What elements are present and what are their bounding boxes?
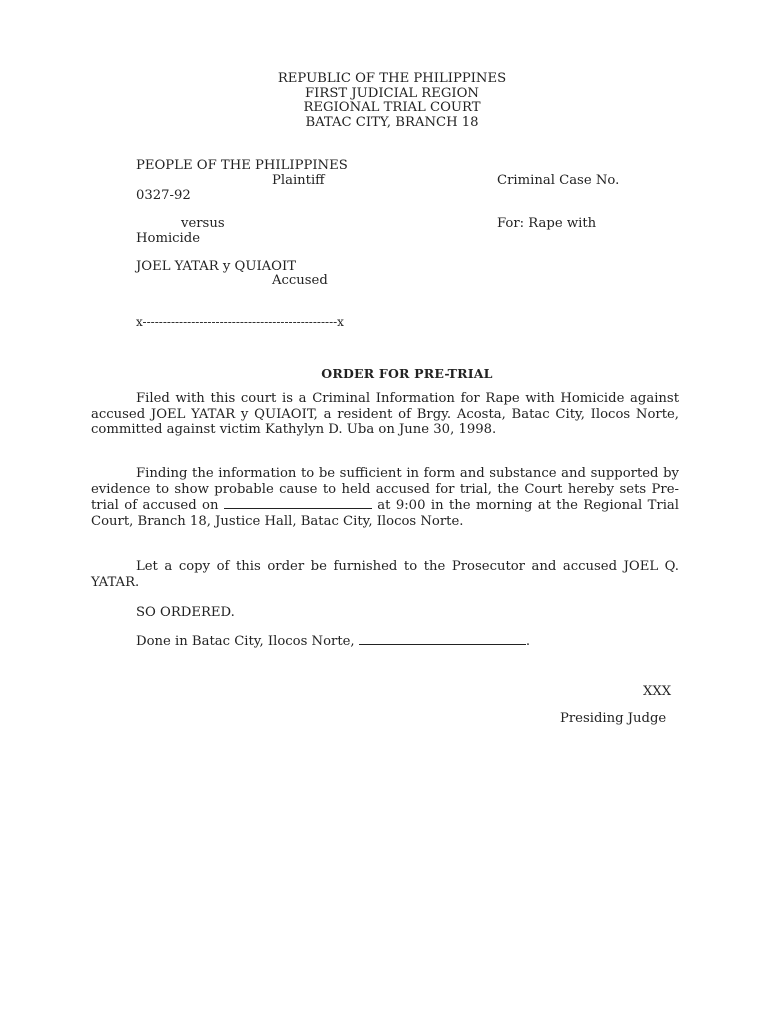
caption-separator: x------------------------------------------------x <box>136 315 344 329</box>
accused-name: JOEL YATAR y QUIAOIT <box>136 259 296 274</box>
done-in-line <box>136 633 530 649</box>
offense-label: For: Rape with <box>497 216 597 231</box>
done-in-period: . <box>525 634 531 649</box>
done-date-blank[interactable] <box>359 633 526 645</box>
header-republic: REPUBLIC OF THE PHILIPPINES <box>277 71 507 86</box>
paragraph-pretrial <box>91 466 679 529</box>
judge-name: XXX <box>643 684 672 699</box>
paragraph-copy-text: Let a copy of this order be furnished to the Prosecutor and accused JOEL Q. YATAR. <box>91 559 679 590</box>
case-label: Criminal Case No. <box>497 173 620 188</box>
done-in-text: Done in Batac City, Ilocos Norte, <box>136 634 355 649</box>
paragraph-information-text: Filed with this court is a Criminal Information for Rape with Homicide against accused JOEL YATAR y QUIAOIT, a resident of Brgy. Acosta, Batac City, Ilocos Norte, committed against victim Kathylyn D. Uba on June 30, 1998. <box>91 391 679 438</box>
pretrial-date-blank[interactable] <box>224 497 372 509</box>
header-branch: BATAC CITY, BRANCH 18 <box>305 114 479 130</box>
order-title: ORDER FOR PRE-TRIAL <box>321 366 493 381</box>
plaintiff-role: Plaintiff <box>272 173 325 188</box>
paragraph-pretrial-text-a: Finding the information to be sufficient in form and substance and supported by evidence to show probable cause to held accused for trial, the Court hereby sets Pre-trial of accused on <box>91 466 679 514</box>
case-number: 0327-92 <box>136 188 191 203</box>
court-header <box>0 72 768 130</box>
header-court: REGIONAL TRIAL COURT <box>303 100 481 115</box>
paragraph-pretrial-text-b: at 9:00 in the morning at the Regional Trial Court, Branch 18, Justice Hall, Batac City, Ilocos Norte. <box>91 498 679 529</box>
header-region: FIRST JUDICIAL REGION <box>305 85 479 101</box>
so-ordered: SO ORDERED. <box>136 605 235 620</box>
plaintiff-name: PEOPLE OF THE PHILIPPINES <box>136 158 348 173</box>
versus-label: versus <box>181 216 225 231</box>
accused-role: Accused <box>272 273 328 288</box>
paragraph-copy <box>91 559 679 590</box>
paragraph-information <box>91 391 679 438</box>
offense-continued: Homicide <box>136 231 201 246</box>
judge-title: Presiding Judge <box>560 711 667 726</box>
